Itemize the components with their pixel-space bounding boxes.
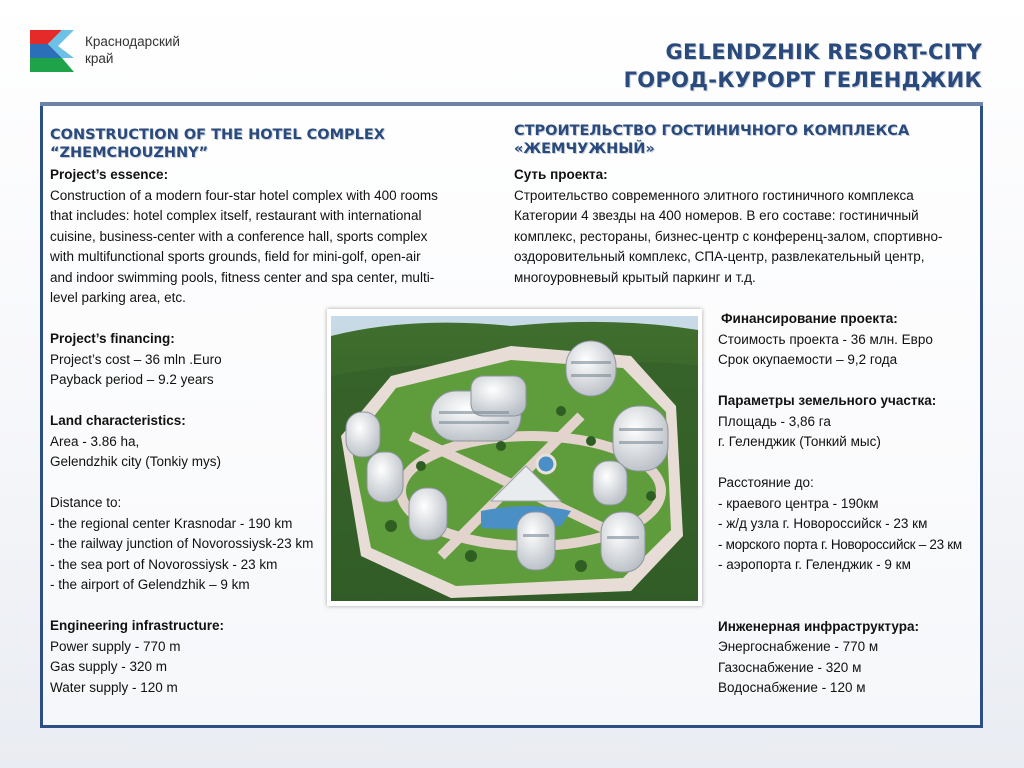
russian-financing-line: Срок окупаемости – 9,2 года xyxy=(718,352,898,367)
english-infra-line: Power supply - 770 m xyxy=(50,638,181,654)
russian-distance-heading: Расстояние до: xyxy=(718,475,814,490)
english-essence-line: Construction of a modern four-star hotel complex with 400 rooms xyxy=(50,187,438,203)
russian-essence-heading: Суть проекта: xyxy=(514,167,608,182)
russian-infra-line: Газоснабжение - 320 м xyxy=(718,659,862,675)
russian-essence-line: Строительство современного элитного гостиничного комплекса xyxy=(514,187,914,203)
region-logo xyxy=(28,28,208,76)
english-distance-heading: Distance to: xyxy=(50,495,122,510)
russian-distance-line: - краевого центра - 190км xyxy=(718,495,879,511)
english-essence-heading: Project’s essence: xyxy=(50,167,169,182)
frame-top-strip xyxy=(40,102,983,106)
russian-distance-line: - аэропорта г. Геленджик - 9 км xyxy=(718,557,911,572)
english-section-title xyxy=(50,126,385,162)
russian-essence-line: оздоровительный комплекс, СПА-центр, развлекательный центр, xyxy=(514,249,925,264)
english-infra-line: Water supply - 120 m xyxy=(50,679,178,695)
english-essence-line: with multifunctional sports grounds, field for mini-golf, open-air xyxy=(50,249,421,264)
russian-infra-heading: Инженерная инфраструктура: xyxy=(718,618,919,634)
russian-essence-line: Категории 4 звезды на 400 номеров. В его составе: гостиничный xyxy=(514,208,919,223)
russian-distance-line: - ж/д узла г. Новороссийск - 23 км xyxy=(718,516,928,531)
russian-land-line: Площадь - 3,86 га xyxy=(718,413,831,429)
english-land-line: Gelendzhik city (Tonkiy mys) xyxy=(50,454,222,469)
russian-financing-heading: Финансирование проекта: xyxy=(721,311,898,326)
russian-section-title xyxy=(514,122,909,158)
russian-essence-line: комплекс, рестораны, бизнес-центр с конференц-залом, спортивно- xyxy=(514,228,943,244)
english-financing-line: Payback period – 9.2 years xyxy=(50,372,214,387)
russian-land-heading: Параметры земельного участка: xyxy=(718,393,937,408)
english-distance-line: - the regional center Krasnodar - 190 km xyxy=(50,515,293,531)
page-title-ru: ГОРОД-КУРОРТ ГЕЛЕНДЖИК xyxy=(623,68,982,92)
russian-distance-line: - морского порта г. Новороссийск – 23 км xyxy=(718,536,962,552)
english-infra-line: Gas supply - 320 m xyxy=(50,659,168,674)
english-essence-line: that includes: hotel complex itself, restaurant with international xyxy=(50,208,422,223)
region-name-line1: Краснодарский xyxy=(85,34,180,49)
english-financing-heading: Project’s financing: xyxy=(50,331,175,346)
hotel-complex-image xyxy=(327,309,702,606)
russian-infra-line: Водоснабжение - 120 м xyxy=(718,680,866,695)
english-financing-line: Project’s cost – 36 mln .Euro xyxy=(50,351,222,367)
russian-financing-line: Стоимость проекта - 36 млн. Евро xyxy=(718,331,933,347)
russian-essence-line: многоуровневый крытый паркинг и т.д. xyxy=(514,269,756,285)
region-name-line2: край xyxy=(85,51,114,66)
english-distance-line: - the airport of Gelendzhik – 9 km xyxy=(50,577,250,592)
page-title-en: GELENDZHIK RESORT-CITY xyxy=(665,40,982,64)
english-distance-line: - the sea port of Novorossiysk - 23 km xyxy=(50,556,278,572)
english-title-line2: “ZHEMCHOUZHNY” xyxy=(50,145,209,161)
english-essence-line: cuisine, business-center with a conference hall, sports complex xyxy=(50,228,428,244)
english-title-line1: CONSTRUCTION OF THE HOTEL COMPLEX xyxy=(50,127,385,143)
russian-title-line2: «ЖЕМЧУЖНЫЙ» xyxy=(514,141,655,157)
region-name xyxy=(85,33,180,67)
page-title xyxy=(624,38,982,94)
krasnodar-region-logo-icon xyxy=(28,28,76,74)
english-land-line: Area - 3.86 ha, xyxy=(50,433,140,449)
english-essence-line: level parking area, etc. xyxy=(50,290,186,305)
english-distance-line: - the railway junction of Novorossiysk-23 km xyxy=(50,536,314,551)
russian-details xyxy=(718,309,980,699)
russian-title-line1: СТРОИТЕЛЬСТВО ГОСТИНИЧНОГО КОМПЛЕКСА xyxy=(514,123,910,139)
hotel-complex-render-image xyxy=(331,316,698,601)
english-essence-line: and indoor swimming pools, fitness center and spa center, multi- xyxy=(50,269,435,285)
russian-infra-line: Энергоснабжение - 770 м xyxy=(718,639,879,654)
english-land-heading: Land characteristics: xyxy=(50,413,186,428)
russian-essence xyxy=(514,165,974,288)
russian-land-line: г. Геленджик (Тонкий мыс) xyxy=(718,434,881,449)
english-infra-heading: Engineering infrastructure: xyxy=(50,618,225,633)
